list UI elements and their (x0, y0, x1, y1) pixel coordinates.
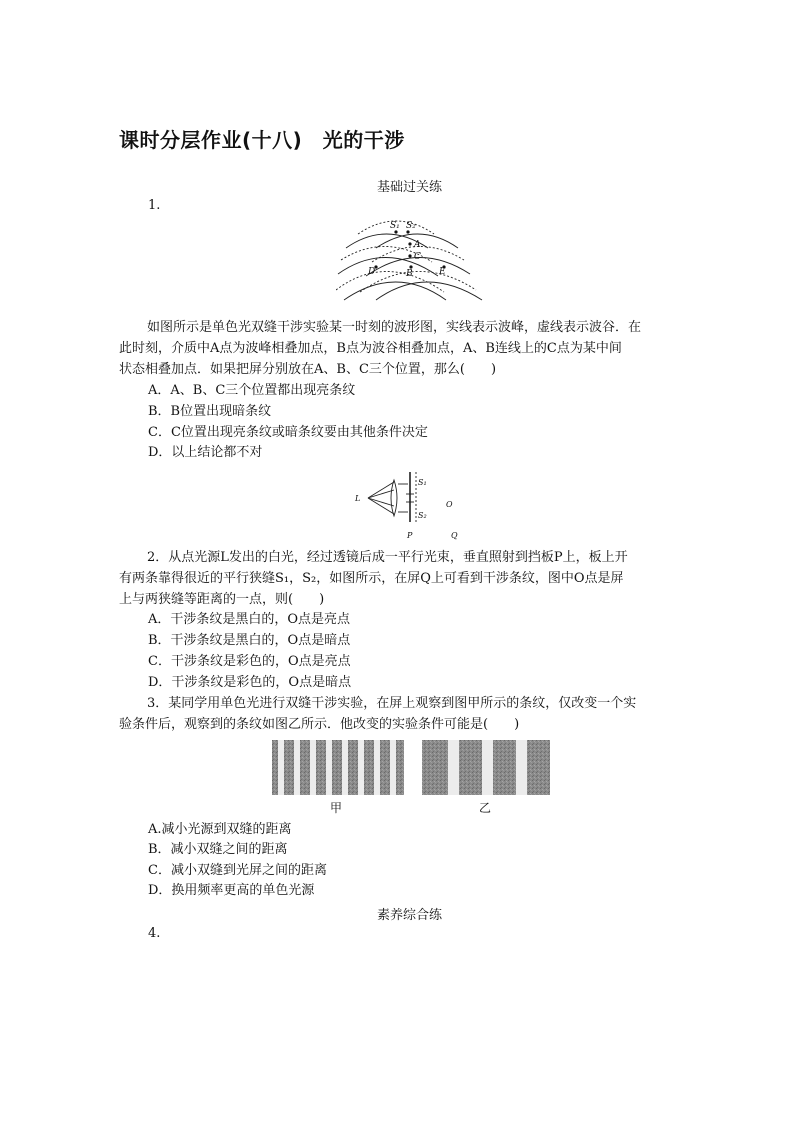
q1-stem-line-2: 此时刻，介质中A点为波峰相叠加点，B点为波谷相叠加点，A、B连线上的C点为某中间 (119, 341, 622, 356)
q1-stem-line-3: 状态相叠加点．如果把屏分别放在A、B、C三个位置，那么( ) (119, 362, 497, 377)
light-ray (368, 498, 394, 514)
q3-fringe-figure (272, 740, 551, 818)
q3-option-b: B．减小双缝之间的距离 (148, 842, 288, 857)
q2-option-c: C．干涉条纹是彩色的，O点是亮点 (148, 654, 351, 669)
q2-slit-figure (350, 468, 465, 542)
label-d: D (368, 267, 376, 277)
point-a-dot (408, 242, 411, 245)
bright-fringe (294, 740, 300, 795)
q1-option-c: C．C位置出现亮条纹或暗条纹要由其他条件决定 (148, 425, 428, 440)
wave-crest-arc (344, 282, 446, 300)
label-s2: S₂ (406, 221, 416, 231)
q4-number: 4. (148, 926, 161, 941)
q2-stem-line-1: 2．从点光源L发出的白光，经过透镜后成一平行光束，垂直照射到挡板P上，板上开 (147, 550, 628, 565)
q3-option-d: D．换用频率更高的单色光源 (148, 883, 315, 898)
wave-crest-arc (376, 282, 482, 300)
label-e: E (439, 267, 446, 277)
bright-fringe (374, 740, 380, 795)
bright-fringe (278, 740, 284, 795)
q1-number: 1. (148, 198, 161, 213)
fringe-panel-yi (422, 740, 550, 795)
q1-wave-figure (336, 214, 486, 302)
bright-fringe (448, 740, 459, 795)
lens (391, 480, 397, 516)
light-ray (368, 490, 394, 498)
label-yi: 乙 (479, 801, 492, 815)
bright-fringe (342, 740, 348, 795)
page-title: 课时分层作业(十八) 光的干涉 (119, 128, 405, 152)
label-s2: S₂ (418, 511, 427, 520)
light-ray (368, 482, 394, 498)
bright-fringe (326, 740, 332, 795)
wave-crest-arc (338, 257, 438, 276)
fringe-panel-jia (272, 740, 404, 795)
label-s1: S₁ (418, 478, 427, 487)
q3-option-a: A.减小光源到双缝的距离 (148, 822, 292, 837)
section-heading-basic: 基础过关练 (377, 180, 443, 195)
q2-stem-line-2: 有两条靠得很近的平行狭缝S₁，S₂，如图所示，在屏Q上可看到干涉条纹，图中O点是屏 (119, 571, 624, 586)
bright-fringe (310, 740, 316, 795)
label-s1: S₁ (390, 221, 400, 231)
label-a: A (414, 240, 421, 250)
q3-option-c: C．减小双缝到光屏之间的距离 (148, 863, 327, 878)
label-o: O (446, 500, 453, 509)
bright-fringe (516, 740, 527, 795)
label-q: Q (451, 531, 458, 540)
wave-trough-arc (360, 271, 476, 292)
label-b: B (406, 269, 413, 279)
label-p: P (407, 531, 413, 540)
label-c: C (414, 252, 421, 262)
label-l: L (355, 494, 361, 503)
q2-option-b: B．干涉条纹是黑白的，O点是暗点 (148, 633, 351, 648)
q1-option-a: A．A、B、C三个位置都出现亮条纹 (148, 383, 356, 398)
label-jia: 甲 (330, 801, 343, 815)
bright-fringe (358, 740, 364, 795)
q3-stem-line-1: 3．某同学用单色光进行双缝干涉实验，在屏上观察到图甲所示的条纹，仅改变一个实 (147, 696, 637, 711)
q1-stem-line-1: 如图所示是单色光双缝干涉实验某一时刻的波形图，实线表示波峰，虚线表示波谷．在 (147, 320, 642, 335)
section-heading-comprehensive: 素养综合练 (377, 908, 443, 923)
bright-fringe (482, 740, 493, 795)
fringe-background (272, 740, 404, 795)
q2-option-d: D．干涉条纹是彩色的，O点是暗点 (148, 675, 352, 690)
point-c-dot (408, 254, 411, 257)
light-ray (368, 498, 394, 506)
q2-stem-line-3: 上与两狭缝等距离的一点，则( ) (119, 592, 325, 607)
q1-option-b: B．B位置出现暗条纹 (148, 404, 272, 419)
q1-option-d: D．以上结论都不对 (148, 445, 263, 460)
bright-fringe (390, 740, 396, 795)
q2-option-a: A．干涉条纹是黑白的，O点是亮点 (148, 612, 351, 627)
q3-stem-line-2: 验条件后，观察到的条纹如图乙所示．他改变的实验条件可能是( ) (119, 717, 520, 732)
